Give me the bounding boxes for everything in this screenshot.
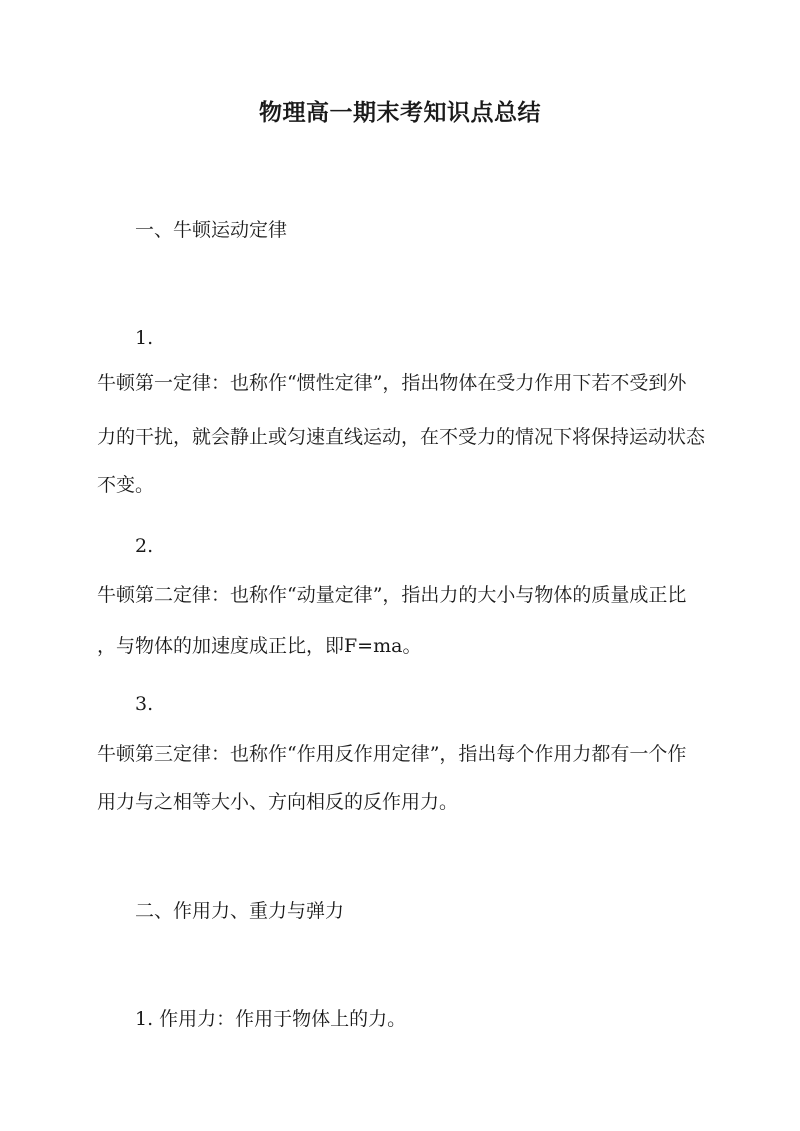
item-number-1: 1.	[135, 327, 154, 349]
item2-text-line-1: 牛顿第二定律：也称作“动量定律”，指出力的大小与物体的质量成正比	[97, 584, 687, 606]
item-number-2: 2.	[135, 535, 154, 557]
item1-text-line-3: 不变。	[97, 474, 155, 496]
section2-item-1: 1. 作用力：作用于物体上的力。	[135, 1008, 407, 1030]
item2-text-line-2: ，与物体的加速度成正比，即F=ma。	[97, 635, 422, 657]
item3-text-line-2: 用力与之相等大小、方向相反的反作用力。	[97, 791, 459, 813]
section-heading-newton-laws: 一、牛顿运动定律	[135, 219, 288, 241]
item-number-3: 3.	[135, 693, 154, 715]
section-heading-forces: 二、作用力、重力与弹力	[135, 900, 345, 922]
item1-text-line-1: 牛顿第一定律：也称作“惯性定律”，指出物体在受力作用下若不受到外	[97, 372, 687, 394]
document-title: 物理高一期末考知识点总结	[259, 99, 541, 126]
item3-text-line-1: 牛顿第三定律：也称作“作用反作用定律”，指出每个作用力都有一个作	[97, 743, 687, 765]
item1-text-line-2: 力的干扰，就会静止或匀速直线运动，在不受力的情况下将保持运动状态	[97, 426, 706, 448]
